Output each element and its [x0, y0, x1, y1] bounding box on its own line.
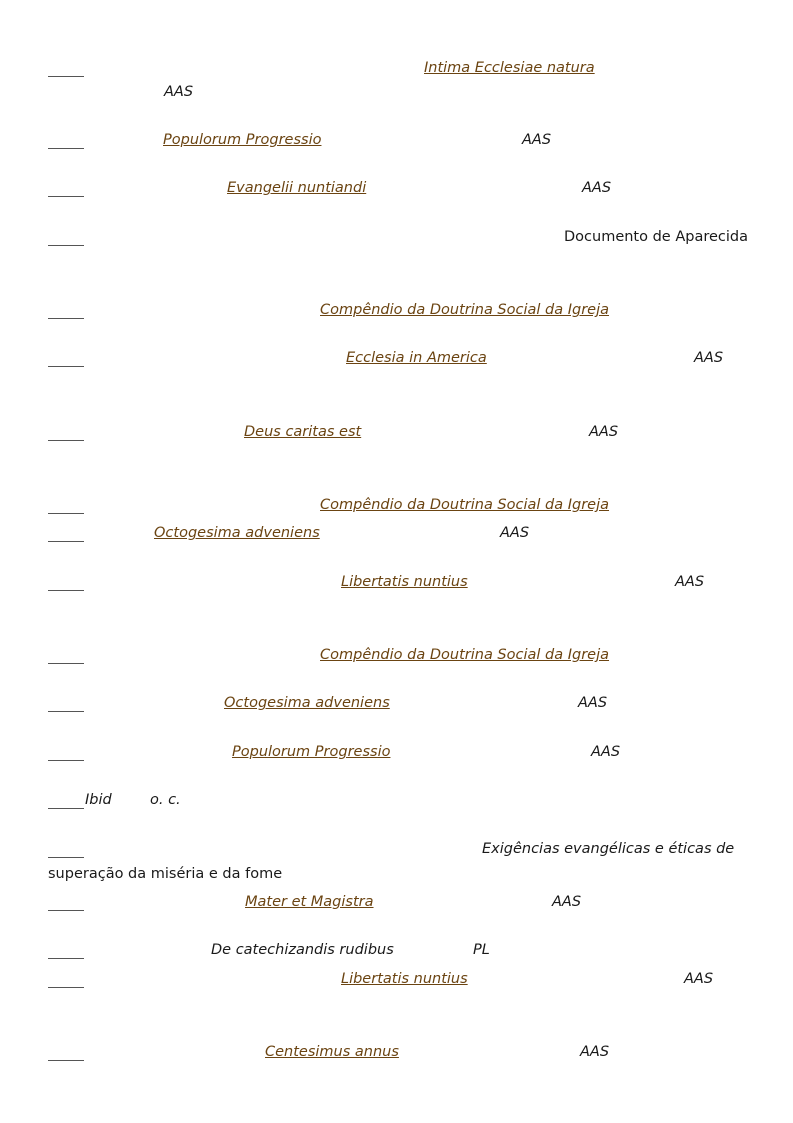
citation-source: AAS: [591, 744, 621, 760]
citation-source: AAS: [500, 525, 530, 541]
document-title-link[interactable]: Populorum Progressio: [163, 132, 322, 148]
footnote-rule: [48, 196, 84, 197]
footnote-rule: [48, 590, 84, 591]
footnote-rule: [48, 663, 84, 664]
citation-source: AAS: [582, 180, 612, 196]
citation-source: AAS: [578, 695, 608, 711]
footnote-rule: [48, 318, 84, 319]
footnote-rule: [48, 148, 84, 149]
citation-source: AAS: [589, 424, 619, 440]
document-title-link[interactable]: Centesimus annus: [265, 1044, 399, 1060]
footnote-rule: [48, 245, 84, 246]
footnote-rule: [48, 366, 84, 367]
document-title-link[interactable]: Octogesima adveniens: [224, 695, 390, 711]
document-title-link[interactable]: Libertatis nuntius: [341, 971, 468, 987]
document-title: De catechizandis rudibus: [211, 942, 394, 958]
footnote-rule: [48, 987, 84, 988]
citation-source: AAS: [164, 84, 194, 100]
footnote-rule: [48, 76, 84, 77]
document-title-link[interactable]: Deus caritas est: [244, 424, 362, 440]
document-title-link[interactable]: Octogesima adveniens: [154, 525, 320, 541]
footnote-rule: [48, 541, 84, 542]
citation-source: AAS: [522, 132, 552, 148]
footnote-rule: [48, 440, 84, 441]
document-title-link[interactable]: Evangelii nuntiandi: [227, 180, 367, 196]
document-title-link[interactable]: Ecclesia in America: [346, 350, 487, 366]
document-title-link[interactable]: Populorum Progressio: [232, 744, 391, 760]
citation-source: PL: [473, 942, 490, 958]
document-title-continuation: superação da miséria e da fome: [48, 866, 283, 882]
document-title-link[interactable]: Compêndio da Doutrina Social da Igreja: [320, 647, 610, 663]
footnote-rule: [48, 808, 84, 809]
document-title-link[interactable]: Intima Ecclesiae natura: [424, 60, 595, 76]
document-title-link[interactable]: Mater et Magistra: [245, 894, 374, 910]
document-title-link[interactable]: Libertatis nuntius: [341, 574, 468, 590]
footnote-rule: [48, 1060, 84, 1061]
footnote-rule: [48, 958, 84, 959]
document-title: Documento de Aparecida: [564, 229, 748, 245]
citation-source: AAS: [694, 350, 724, 366]
document-title-link[interactable]: Compêndio da Doutrina Social da Igreja: [320, 302, 610, 318]
footnote-rule: [48, 857, 84, 858]
ibid-reference: Ibid: [85, 792, 112, 808]
citation-source: AAS: [675, 574, 705, 590]
footnote-rule: [48, 513, 84, 514]
opere-citato-reference: o. c.: [150, 792, 181, 808]
document-title-link[interactable]: Compêndio da Doutrina Social da Igreja: [320, 497, 610, 513]
footnote-rule: [48, 711, 84, 712]
citation-source: AAS: [684, 971, 714, 987]
footnote-rule: [48, 910, 84, 911]
citation-source: AAS: [552, 894, 582, 910]
citation-source: AAS: [580, 1044, 610, 1060]
footnote-rule: [48, 760, 84, 761]
document-title: Exigências evangélicas e éticas de: [482, 841, 735, 857]
